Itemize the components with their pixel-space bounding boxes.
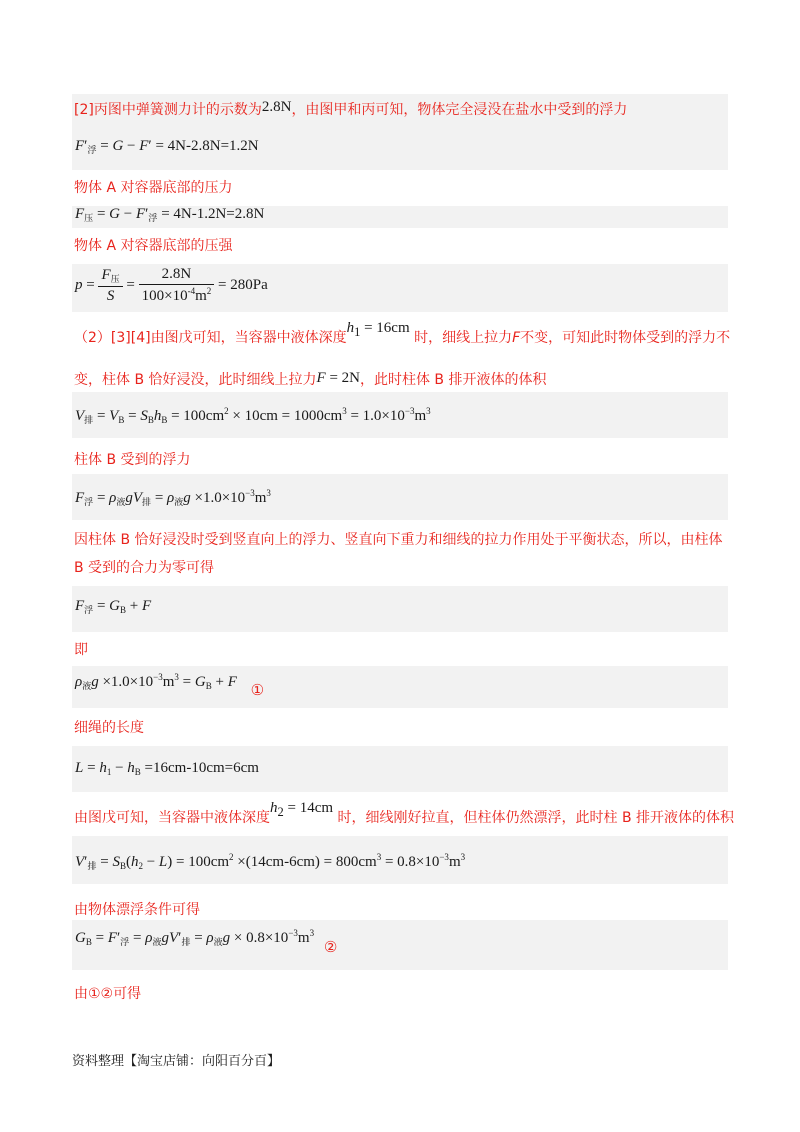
formula-displaced-volume: $V_排 = V_B = S_Bh_B = 100cm^2 \times 10cm = 1000cm^3 = 1.0\times 10^{-3}m^3$ bbox=[75, 406, 431, 425]
formula-pressure: p = $\frac{F_压}{S}$ = $\frac{2.8N}{100\times 10^{-4}m^2}$ = 280Pa bbox=[75, 266, 268, 304]
text-line-5: 变，柱体 B 恰好浸没，此时细线上拉力F = 2N，此时柱体 B 排开液体的体积 bbox=[74, 370, 547, 388]
formula-rope-length: $L = h_1 - h_B =16cm-10cm=6cm$ bbox=[75, 760, 259, 777]
formula-balance: $F_浮 = G_B + F$ bbox=[75, 598, 152, 615]
block-6 bbox=[72, 586, 728, 632]
text-line-7b: B 受到的合力为零可得 bbox=[74, 560, 215, 576]
text-line-4: （2）[3][4]由图戊可知，当容器中液体深度$h_1 = 16cm$ 时，细线上拉力F不变，可知此时物体受到的浮力不 bbox=[74, 320, 731, 346]
formula-buoyancy-saltwater: $F'_浮 = G - F' = 4N-2.8N=1.2N$ bbox=[75, 138, 259, 155]
marker-1: ① bbox=[250, 681, 265, 699]
text-line-11: 由物体漂浮条件可得 bbox=[74, 902, 200, 918]
text-line-3: 物体 A 对容器底部的压强 bbox=[74, 238, 233, 254]
text-line-1: [2]丙图中弹簧测力计的示数为2.8N，由图甲和丙可知，物体完全浸没在盐水中受到的浮力 bbox=[74, 99, 628, 118]
formula-displaced-volume-2: $V'_排 = S_B(h_2 - L) = 100cm^2 \times(14cm-6cm) = 800cm^3 = 0.8\times 10^{-3}m^3$ bbox=[75, 852, 466, 871]
footer-source: 资料整理【淘宝店铺：向阳百分百】 bbox=[72, 1054, 281, 1069]
text-line-7a: 因柱体 B 恰好浸没时受到竖直向上的浮力、竖直向下重力和细线的拉力作用处于平衡状态，所以，由柱体 bbox=[74, 532, 723, 548]
text-line-10: 由图戊可知，当容器中液体深度$h_2 = 14cm$ 时，细线刚好拉直，但柱体仍然漂浮，此时柱 B 排开液体的体积 bbox=[74, 800, 735, 826]
marker-2: ② bbox=[323, 938, 338, 956]
formula-pressure-force: $F_压 = G - F'_浮 = 4N-1.2N=2.8N$ bbox=[75, 206, 265, 223]
text-line-2: 物体 A 对容器底部的压力 bbox=[74, 180, 233, 196]
formula-equation-1: $\rho_液g \times 1.0\times 10^{-3}m^3 = G_B + F$ ① bbox=[75, 672, 265, 699]
formula-equation-2: $G_B = F'_浮 = \rho_液gV'_排 = \rho_液g \times 0.8\times 10^{-3}m^3$ ② bbox=[75, 928, 338, 956]
formula-buoyancy-b: $F_浮 = \rho_液gV_排 = \rho_液g \times 1.0\times 10^{-3}m^3$ bbox=[75, 488, 271, 507]
text-line-6: 柱体 B 受到的浮力 bbox=[74, 452, 191, 468]
text-line-9: 细绳的长度 bbox=[74, 720, 144, 736]
text-line-8: 即 bbox=[74, 642, 88, 658]
text-line-12: 由①②可得 bbox=[74, 986, 142, 1002]
